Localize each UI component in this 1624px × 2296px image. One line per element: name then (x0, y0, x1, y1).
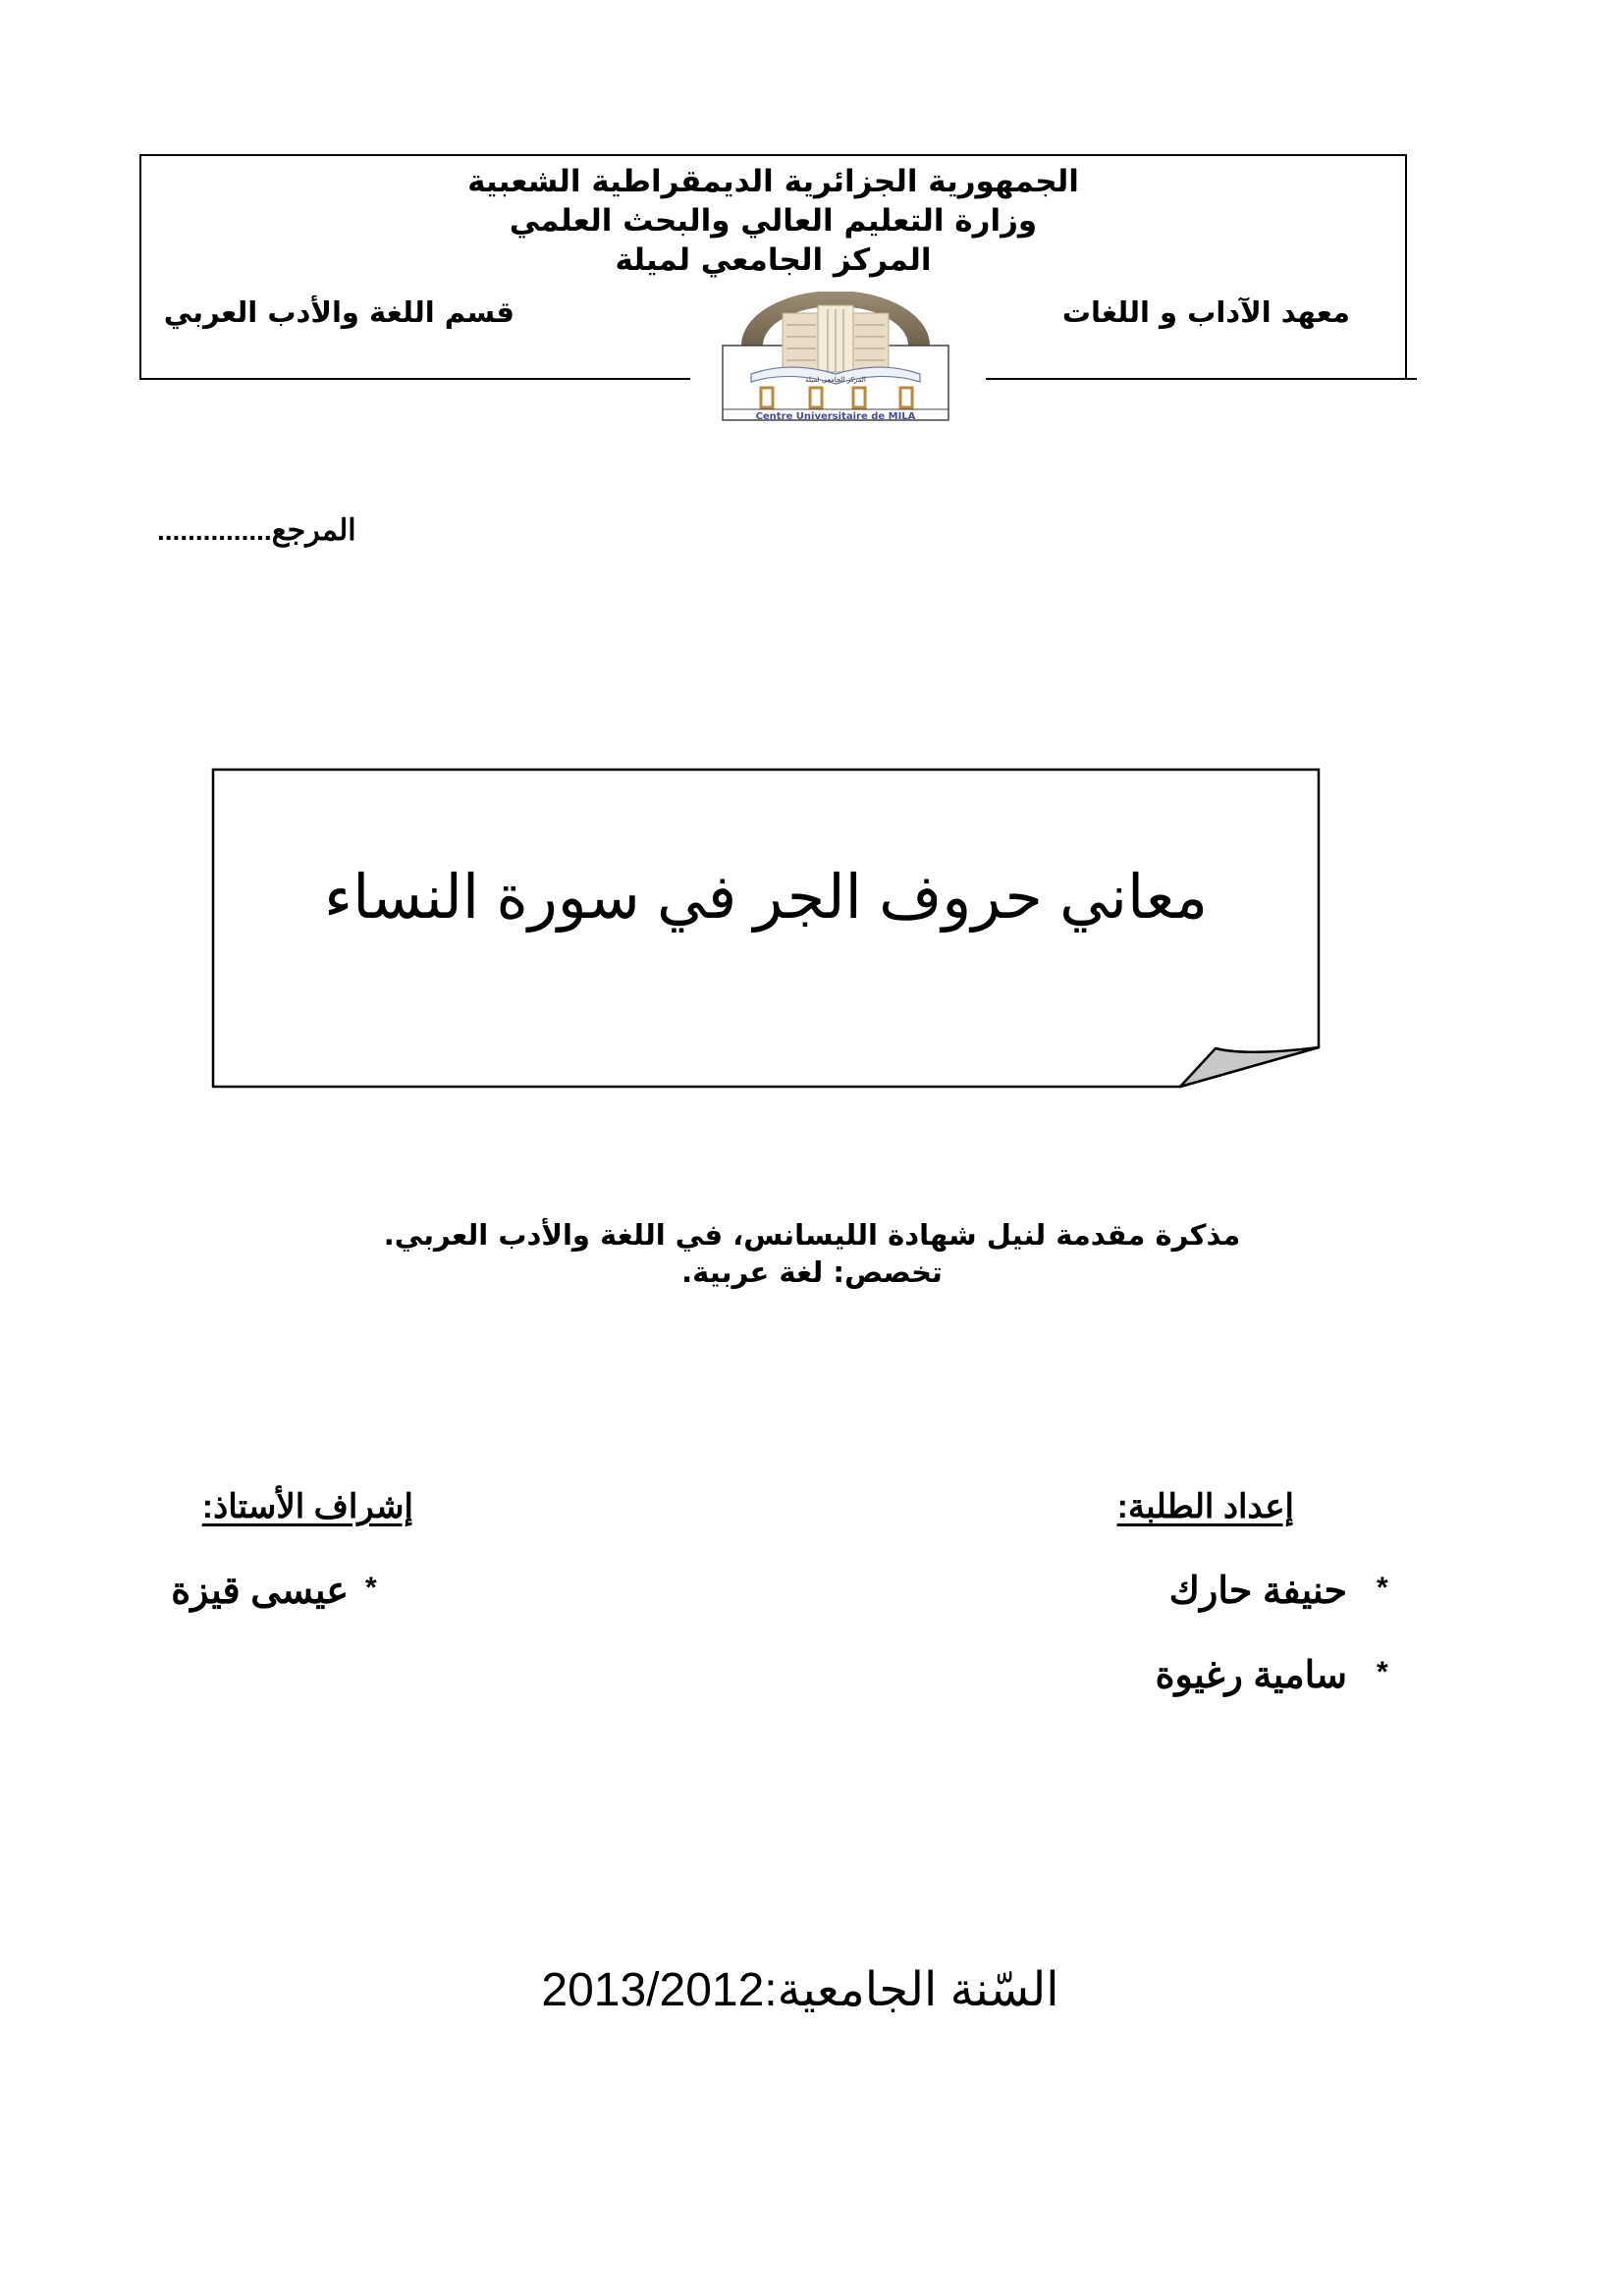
memo-line-degree: مذكرة مقدمة لنيل شهادة الليسانس، في اللغة والأدب العربي. (383, 1218, 1241, 1252)
academic-year-label: السّنة الجامعية: (764, 1964, 1059, 2016)
students-label: إعداد الطلبة: (1116, 1488, 1294, 1525)
academic-year-value: 2013/2012 (541, 1964, 765, 2016)
svg-text:Centre Universitaire de MILA: Centre Universitaire de MILA (755, 411, 916, 421)
reference-label: المرجع (271, 514, 356, 547)
supervisor-bullet: * (365, 1572, 377, 1604)
supervisor-name: عيسى قيزة (171, 1571, 349, 1612)
country-name: الجمهورية الجزائرية الديمقراطية الشعبية (467, 164, 1079, 199)
student-bullet-1: * (1377, 1572, 1388, 1604)
thesis-title: معاني حروف الجر في سورة النساء (323, 864, 1209, 932)
memo-line-specialty: تخصص: لغة عربية. (681, 1255, 943, 1289)
institute-name: معهد الآداب و اللغات (1061, 295, 1350, 329)
logo-building-icon (722, 292, 949, 421)
svg-text:المركز الجامعي لميلة: المركز الجامعي لميلة (805, 376, 866, 384)
ministry-name: وزارة التعليم العالي والبحث العلمي (509, 203, 1038, 239)
university-name: المركز الجامعي لميلة (615, 242, 932, 278)
header-frame-bottom-right (986, 378, 1417, 380)
student-bullet-2: * (1377, 1656, 1388, 1688)
university-logo (722, 292, 949, 421)
student-name-2: سامية رغيوة (1155, 1655, 1347, 1696)
academic-year (393, 1961, 1208, 2020)
reference-dots: ............... (157, 515, 272, 546)
department-name: قسم اللغة والأدب العربي (163, 295, 514, 329)
header-frame-bottom-left (139, 378, 690, 380)
reference-field (157, 508, 471, 554)
student-name-1: حنيفة حارك (1168, 1571, 1347, 1612)
supervisor-label: إشراف الأستاذ: (201, 1488, 413, 1525)
